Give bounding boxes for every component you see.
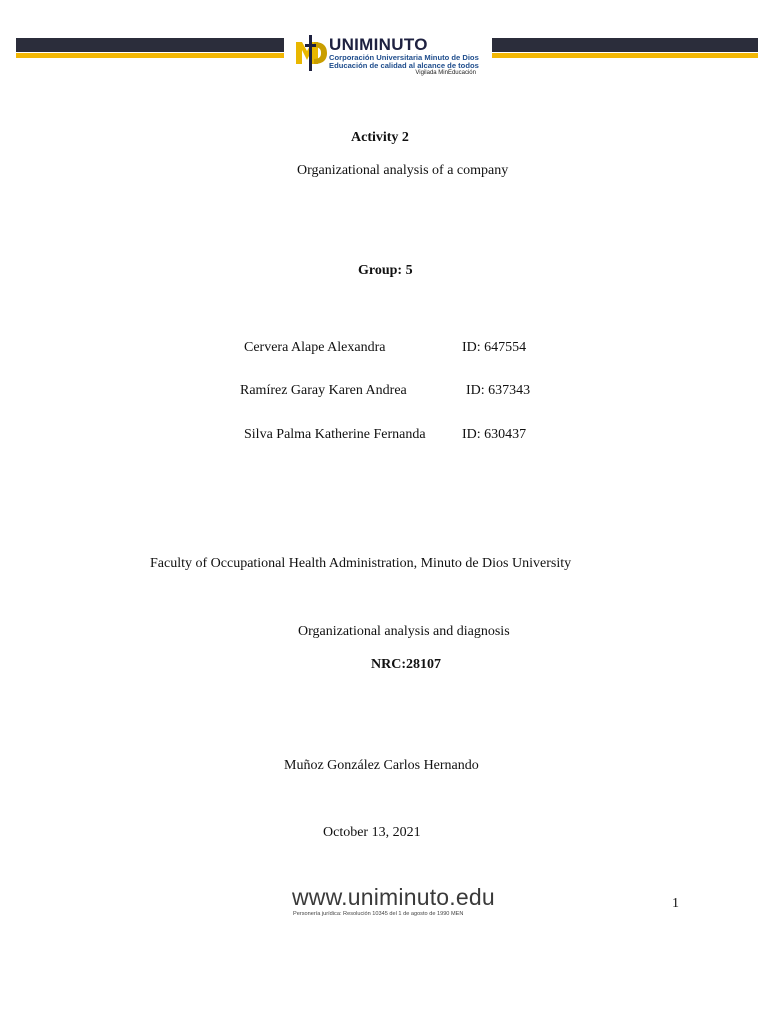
member-id: ID: 630437 [462, 427, 527, 442]
page-title: Activity 2 [351, 130, 409, 145]
group-label: Group: 5 [358, 263, 413, 278]
page-subtitle: Organizational analysis of a company [297, 163, 509, 178]
course-name: Organizational analysis and diagnosis [298, 624, 510, 639]
logo-emblem-icon [294, 32, 328, 74]
footer-legal-note: Personería jurídica: Resolución 10345 del 1 de agosto de 1990 MEN [293, 911, 464, 917]
page-number: 1 [672, 896, 679, 911]
member-id: ID: 637343 [466, 383, 531, 398]
member-name: Ramírez Garay Karen Andrea [240, 383, 407, 398]
nrc-code: NRC:28107 [371, 657, 441, 672]
uniminuto-logo [294, 30, 486, 78]
header-band-right [492, 38, 758, 58]
member-name: Silva Palma Katherine Fernanda [244, 427, 426, 442]
logo-line-2: Educación de calidad al alcance de todos [329, 61, 479, 70]
member-id: ID: 647554 [462, 340, 527, 355]
faculty-line: Faculty of Occupational Health Administration, Minuto de Dios University [150, 556, 572, 571]
document-date: October 13, 2021 [323, 825, 421, 840]
logo-line-3: Vigilada MinEducación [415, 70, 476, 76]
member-name: Cervera Alape Alexandra [244, 340, 386, 355]
footer-url: www.uniminuto.edu [292, 884, 495, 910]
header-band-left [16, 38, 284, 58]
logo-line-1: Corporación Universitaria Minuto de Dios [329, 53, 479, 62]
professor-name: Muñoz González Carlos Hernando [284, 758, 479, 773]
logo-name: UNIMINUTO [329, 35, 428, 54]
